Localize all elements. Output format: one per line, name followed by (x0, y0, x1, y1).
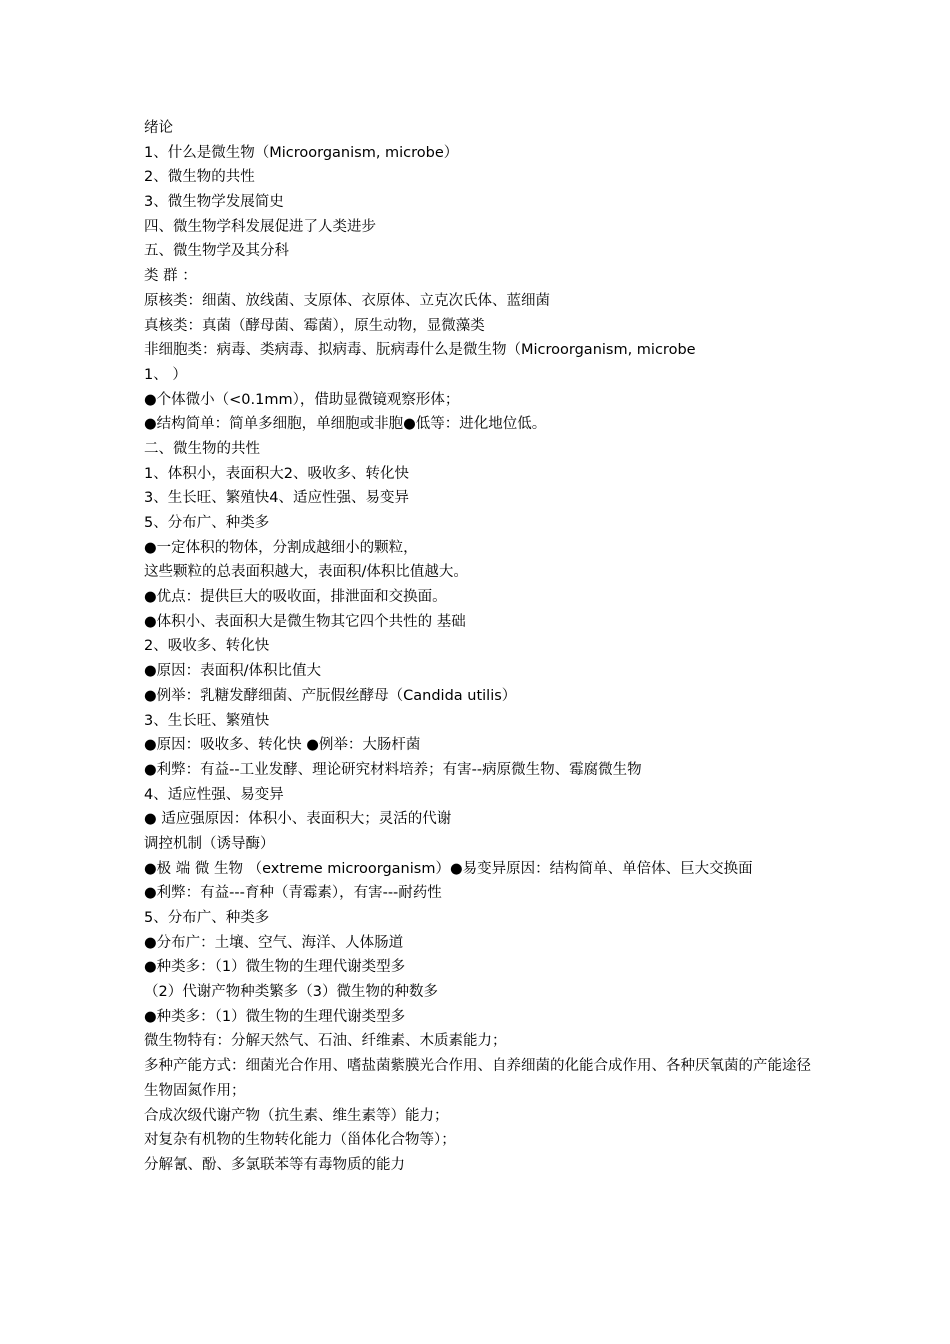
heading-intro: 绪论 (144, 120, 173, 136)
text-line: 这些颗粒的总表面积越大，表面积/体积比值越大。 (144, 564, 468, 581)
text-line: ●优点：提供巨大的吸收面，排泄面和交换面。 (144, 589, 447, 606)
text-line: ●种类多：（1）微生物的生理代谢类型多 (144, 1008, 406, 1025)
text-line: ●原因：表面积/体积比值大 (144, 663, 322, 680)
text-line: 4、适应性强、易变异 (144, 786, 284, 803)
document-body (144, 116, 824, 1178)
text-line: 合成次级代谢产物（抗生素、维生素等）能力； (144, 1107, 449, 1124)
text-line: 真核类：真菌（酵母菌、霉菌），原生动物，显微藻类 (144, 317, 485, 334)
text-line: ●种类多：（1）微生物的生理代谢类型多 (144, 959, 406, 976)
text-line: 1、 ） (144, 366, 187, 383)
text-line: 5、分布广、种类多 (144, 910, 270, 926)
text-line: 五、微生物学及其分科 (144, 243, 289, 260)
text-line: ●原因：吸收多、转化快 ●例举：大肠杆菌 (144, 737, 421, 754)
text-line: ●体积小、表面积大是微生物其它四个共性的 基础 (144, 613, 466, 630)
text-line: ●极 端 微 生物 （extreme microorganism）●易变异原因：结构简单、单倍体、巨大交换面 (144, 860, 753, 877)
text-line: 非细胞类：病毒、类病毒、拟病毒、朊病毒什么是微生物（Microorganism, microbe (144, 342, 696, 359)
text-line: ●利弊：有益--工业发酵、理论研究材料培养；有害--病原微生物、霉腐微生物 (144, 761, 642, 778)
text-line: ●一定体积的物体，分割成越细小的颗粒， (144, 539, 418, 556)
text-line: 分解氰、酚、多氯联苯等有毒物质的能力 (144, 1156, 405, 1173)
text-line: 类 群 ： (144, 268, 197, 285)
text-line: ● 适应强原因：体积小、表面积大；灵活的代谢 (144, 811, 452, 828)
text-line: ●利弊：有益---育种（青霉素），有害---耐药性 (144, 885, 442, 902)
text-line: 四、微生物学科发展促进了人类进步 (144, 218, 376, 235)
text-line: 2、微生物的共性 (144, 169, 255, 186)
text-line: 原核类：细菌、放线菌、支原体、衣原体、立克次氏体、蓝细菌 (144, 292, 550, 309)
text-line: 1、体积小，表面积大2、吸收多、转化快 (144, 465, 409, 482)
text-line: ●结构简单：简单多细胞，单细胞或非胞●低等：进化地位低。 (144, 416, 547, 433)
text-line: 多种产能方式：细菌光合作用、嗜盐菌紫膜光合作用、自养细菌的化能合成作用、各种厌氧菌的产能途径 (144, 1058, 811, 1075)
text-line: ●个体微小（<0.1mm），借助显微镜观察形体； (144, 391, 460, 408)
text-line: 5、分布广、种类多 (144, 515, 270, 531)
text-line: 1、什么是微生物（Microorganism, microbe） (144, 144, 459, 161)
text-line: 微生物特有：分解天然气、石油、纤维素、木质素能力； (144, 1033, 507, 1050)
text-line: 3、微生物学发展简史 (144, 194, 284, 211)
text-line: （2）代谢产物种类繁多（3）微生物的种数多 (144, 984, 438, 1001)
text-line: 3、生长旺、繁殖快 (144, 712, 270, 729)
text-line: 2、吸收多、转化快 (144, 638, 270, 655)
text-line: ●分布广：土壤、空气、海洋、人体肠道 (144, 934, 404, 951)
text-line: 调控机制（诱导酶） (144, 835, 275, 852)
text-line: 对复杂有机物的生物转化能力（甾体化合物等）； (144, 1132, 456, 1149)
text-line: 3、生长旺、繁殖快4、适应性强、易变异 (144, 490, 409, 507)
text-line: 生物固氮作用； (144, 1082, 246, 1099)
section-heading: 二、微生物的共性 (144, 440, 260, 457)
text-line: ●例举：乳糖发酵细菌、产朊假丝酵母（Candida utilis） (144, 687, 517, 704)
